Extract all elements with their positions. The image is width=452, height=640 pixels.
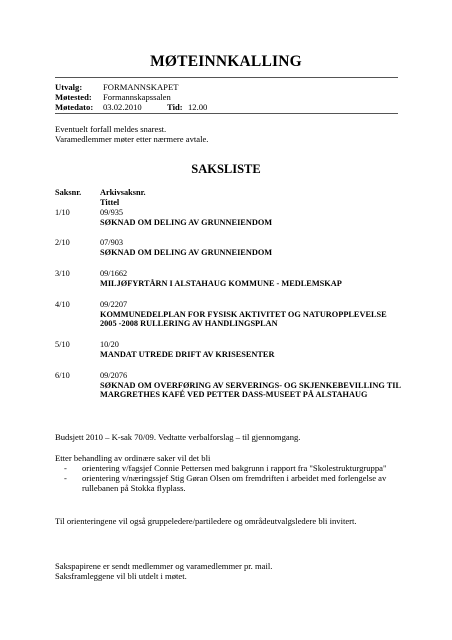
tid-value: 12.00: [188, 102, 208, 112]
document-title: MØTEINNKALLING: [150, 53, 302, 70]
footer-text: [55, 561, 405, 581]
invite-text: Til orienteringene vil også gruppeledere/partiledere og områdeutvalgsledere bli invitert.: [55, 516, 357, 526]
bullet-dash: -: [64, 463, 67, 473]
case-arkivsaksnr: 09/2207: [100, 300, 128, 309]
case-arkivsaksnr: 09/2076: [100, 371, 128, 380]
meeting-motested-row: [55, 92, 171, 102]
case-title: KOMMUNEDELPLAN FOR FYSISK AKTIVITET OG NATUROPPLEVELSE 2005 -2008 RULLERING AV HANDLINGSPLAN: [100, 309, 387, 328]
tid-label: Tid:: [167, 102, 183, 112]
bullet-item: [55, 463, 405, 473]
bullet-text: orientering v/fagsjef Connie Pettersen med bakgrunn i rapport fra "Skolestrukturgruppa": [82, 463, 387, 473]
case-arkivsaksnr: 09/1662: [100, 269, 128, 278]
saksliste-title: SAKSLISTE: [191, 162, 261, 176]
meeting-motedato-row: [55, 102, 208, 112]
title-rule: [55, 77, 398, 78]
motedato-label: Møtedato:: [55, 102, 94, 112]
footer-line-2: Saksframleggene vil bli utdelt i møtet.: [55, 571, 187, 581]
meeting-utvalg-row: [55, 82, 179, 92]
intro-text: [55, 124, 405, 144]
case-title: SØKNAD OM DELING AV GRUNNEIENDOM: [100, 217, 273, 227]
meta-rule: [55, 113, 398, 114]
intro-line-2: Varamedlemmer møter etter nærmere avtale.: [55, 134, 209, 144]
footer-line-1: Sakspapirene er sendt medlemmer og varamedlemmer pr. mail.: [55, 561, 273, 571]
case-saksnr: 1/10: [55, 208, 70, 217]
utvalg-label: Utvalg:: [55, 82, 83, 92]
motedato-value: 03.02.2010: [103, 102, 142, 112]
col-tittel-header: Tittel: [100, 197, 120, 207]
bullet-text: orientering v/næringssjef Stig Gøran Olsen om fremdriften i arbeidet med forlengelse av rullebanen på Stokka flyplass.: [82, 473, 387, 493]
col-saksnr-header: Saksnr.: [55, 188, 82, 197]
case-saksnr: 3/10: [55, 269, 70, 278]
case-arkivsaksnr: 10/20: [100, 340, 119, 349]
after-intro: Etter behandling av ordinære saker vil det bli: [55, 453, 211, 463]
case-saksnr: 6/10: [55, 371, 70, 380]
budget-text: Budsjett 2010 – K-sak 70/09. Vedtatte verbalforslag – til gjennomgang.: [55, 432, 301, 442]
case-saksnr: 2/10: [55, 238, 70, 247]
case-saksnr: 4/10: [55, 300, 70, 309]
case-saksnr: 5/10: [55, 340, 70, 349]
case-arkivsaksnr: 07/903: [100, 238, 124, 247]
motested-label: Møtested:: [55, 92, 92, 102]
motested-value: Formannskapssalen: [103, 92, 171, 102]
case-title: SØKNAD OM OVERFØRING AV SERVERINGS- OG SKJENKEBEVILLING TIL MARGRETHES KAFÉ VED PETTER DASS-MUSEET PÅ ALSTAHAUG: [100, 380, 401, 399]
case-title: SØKNAD OM DELING AV GRUNNEIENDOM: [100, 247, 273, 257]
case-title: MANDAT UTREDE DRIFT AV KRISESENTER: [100, 349, 275, 359]
case-title: MILJØFYRTÅRN I ALSTAHAUG KOMMUNE - MEDLEMSKAP: [100, 278, 342, 288]
bullet-dash: -: [64, 473, 67, 483]
intro-line-1: Eventuelt forfall meldes snarest.: [55, 124, 167, 134]
utvalg-value: FORMANNSKAPET: [103, 82, 179, 92]
col-arkiv-header: Arkivsaksnr.: [100, 188, 146, 197]
case-arkivsaksnr: 09/935: [100, 208, 124, 217]
bullet-item: [55, 473, 405, 493]
after-section: [55, 453, 405, 493]
